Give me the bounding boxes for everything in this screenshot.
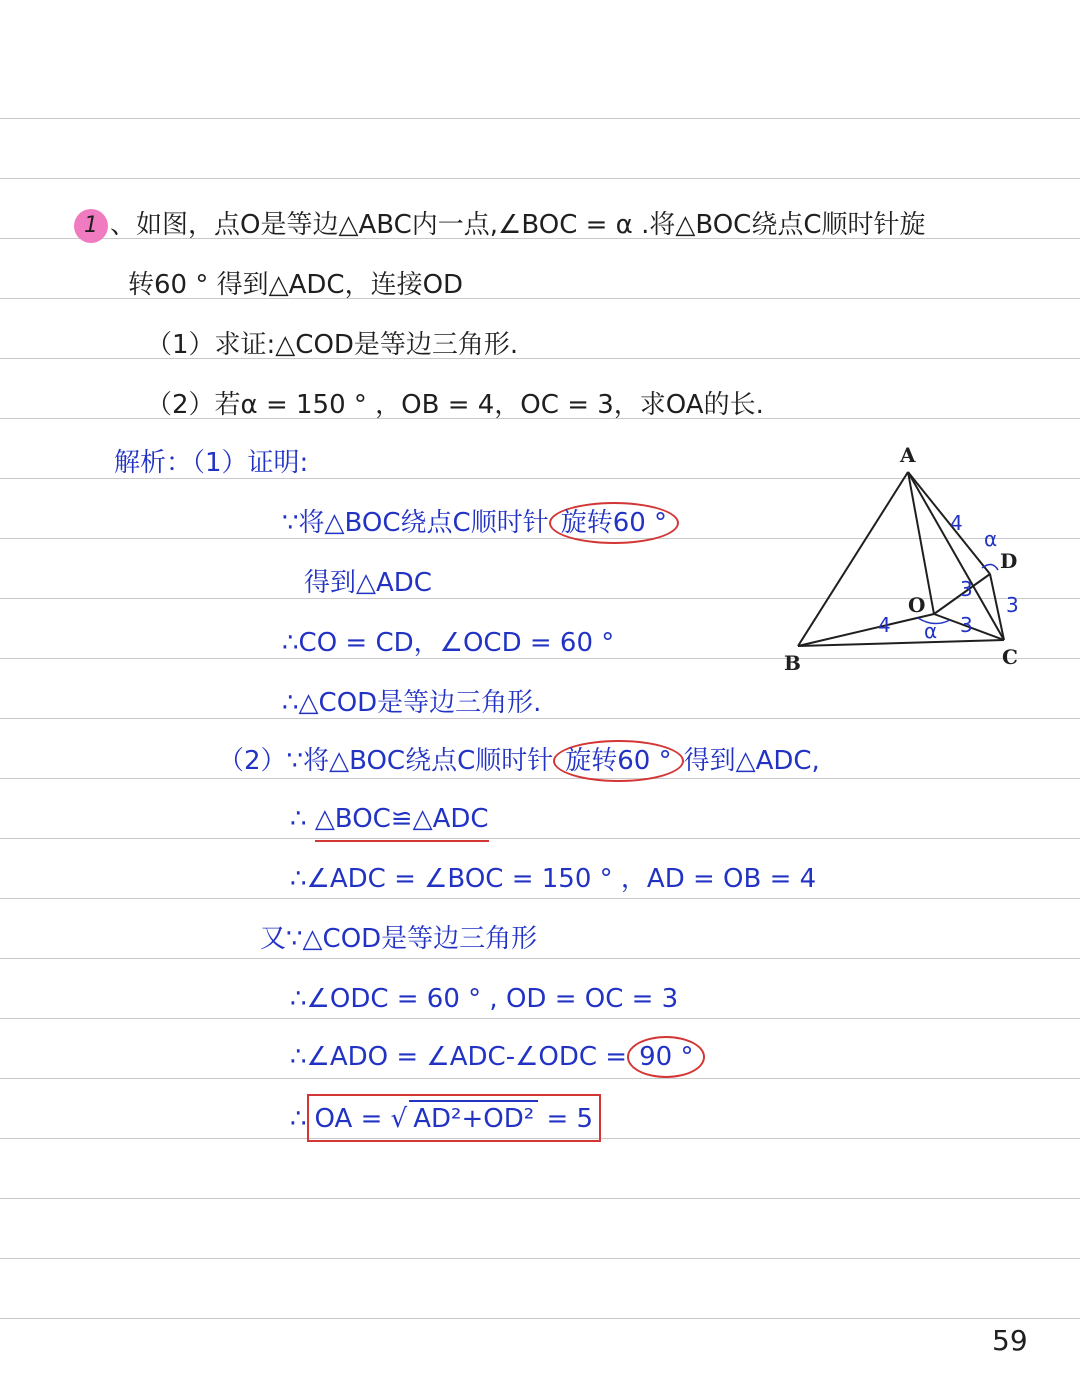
problem-line-2: 转60 ° 得到△ADC，连接OD: [128, 270, 464, 300]
segment-ob: [798, 614, 934, 646]
part2-step-3: ∴∠ADC = ∠BOC = 150 ° ，AD = OB = 4: [290, 864, 817, 894]
length-dc-label: 3: [1006, 593, 1019, 617]
problem-text-line-1: 、如图，点O是等边△ABC内一点,∠BOC = α .将△BOC绕点C顺时针旋: [110, 210, 926, 240]
vertex-label-d: D: [1000, 549, 1018, 573]
question-2: （2）若α = 150 ° ，OB = 4，OC = 3，求OA的长.: [146, 390, 764, 420]
angle-alpha-bottom: α: [924, 619, 938, 643]
sqrt-radicand: AD²+OD²: [409, 1100, 538, 1136]
problem-number-badge: 1: [74, 209, 108, 243]
therefore-symbol: ∴: [290, 804, 307, 834]
length-ad-label: 4: [950, 511, 963, 535]
length-ob-label: 4: [878, 613, 891, 637]
part2-suffix: 得到△ADC,: [683, 746, 820, 776]
segment-ab: [798, 472, 908, 646]
angle-ado-text: ∴∠ADO = ∠ADC-∠ODC =: [290, 1042, 628, 1072]
triangle-abc: [798, 472, 1004, 646]
part2-step-5: ∴∠ODC = 60 ° , OD = OC = 3: [290, 984, 679, 1014]
angle-alpha-top: α: [984, 527, 998, 551]
segment-ad: [908, 472, 990, 574]
answer-value: = 5: [546, 1104, 594, 1134]
circled-rotation-60-part2: 旋转60 °: [553, 740, 683, 782]
vertex-label-a: A: [900, 443, 916, 467]
solution-step-4: ∴△COD是等边三角形.: [282, 688, 542, 718]
congruence-statement: △BOC≌△ADC: [315, 802, 489, 842]
vertex-label-o: O: [908, 593, 926, 617]
circled-90-degrees: 90 °: [627, 1036, 705, 1078]
step-1-text: ∵将△BOC绕点C顺时针: [282, 508, 549, 538]
length-od-label: 3: [960, 577, 973, 601]
vertex-label-b: B: [784, 651, 801, 675]
solution-header: 解析：（1）证明:: [114, 448, 309, 478]
part2-text: （2）∵将△BOC绕点C顺时针: [218, 746, 554, 776]
solution-step-3: ∴CO = CD，∠OCD = 60 °: [282, 628, 615, 658]
oa-equals: OA =: [314, 1104, 383, 1134]
circled-rotation-60: 旋转60 °: [549, 502, 679, 544]
segment-bc: [798, 640, 1004, 646]
solution-step-2: 得到△ADC: [304, 568, 432, 598]
final-answer-box: OA = √ AD²+OD² = 5: [307, 1094, 601, 1142]
question-1: （1）求证:△COD是等边三角形.: [146, 330, 519, 360]
length-oc-label: 3: [960, 613, 973, 637]
vertex-label-c: C: [1002, 645, 1018, 669]
part2-step-4: 又∵△COD是等边三角形: [260, 924, 538, 954]
segment-dc: [990, 574, 1004, 640]
therefore-symbol: ∴: [290, 1104, 307, 1134]
page-number: 59: [992, 1324, 1028, 1357]
